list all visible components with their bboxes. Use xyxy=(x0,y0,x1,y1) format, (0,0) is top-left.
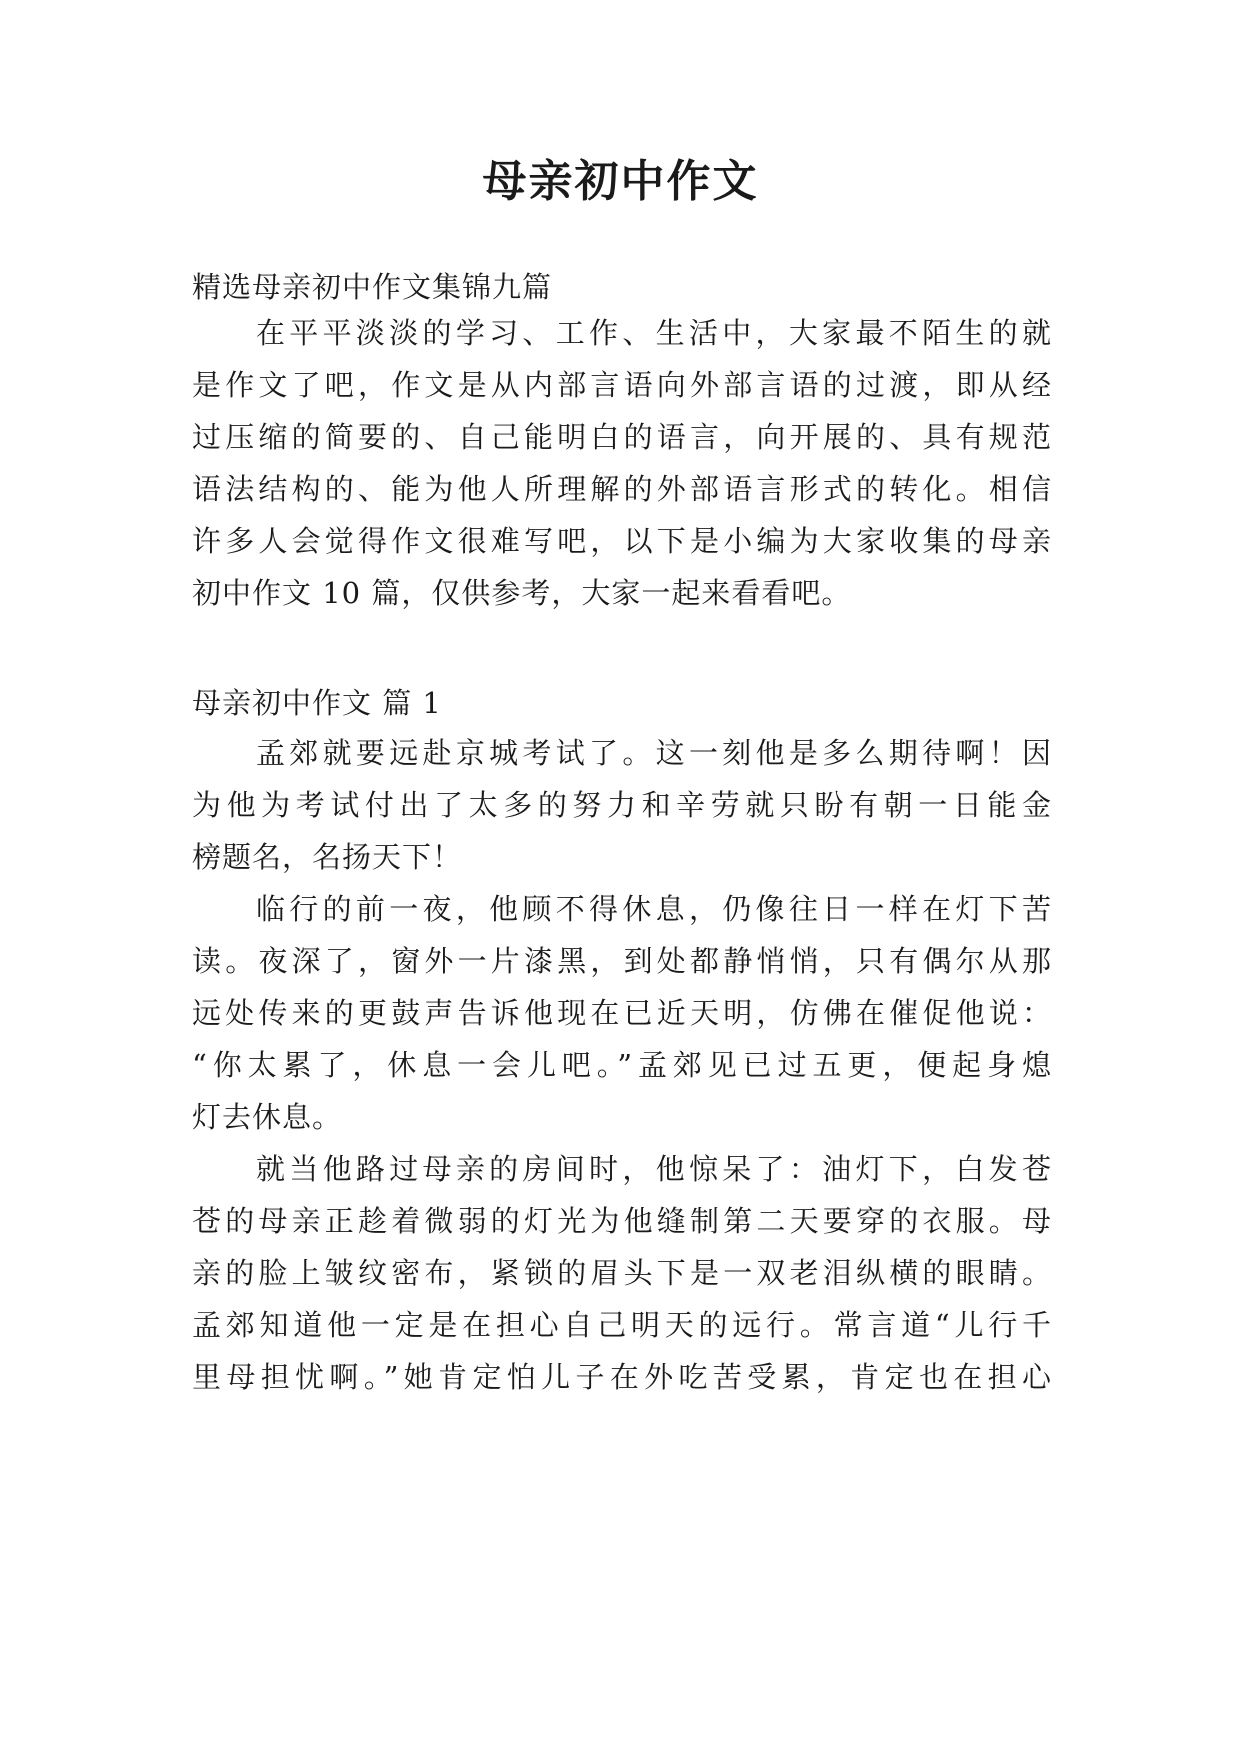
paragraph-line: 里母担忧啊。”她肯定怕儿子在外吃苦受累，肯定也在担心 xyxy=(192,1360,1052,1394)
intro-line: 语法结构的、能为他人所理解的外部语言形式的转化。相信 xyxy=(192,472,1052,506)
intro-line: 是作文了吧，作文是从内部言语向外部言语的过渡，即从经 xyxy=(192,368,1052,402)
paragraph-line: 远处传来的更鼓声告诉他现在已近天明，仿佛在催促他说： xyxy=(192,996,1052,1030)
paragraph-line: 孟郊就要远赴京城考试了。这一刻他是多么期待啊！因 xyxy=(256,736,1052,770)
intro-line: 过压缩的简要的、自己能明白的语言，向开展的、具有规范 xyxy=(192,420,1052,454)
paragraph-line: 亲的脸上皱纹密布，紧锁的眉头下是一双老泪纵横的眼睛。 xyxy=(192,1256,1052,1290)
paragraph-line: “你太累了，休息一会儿吧。”孟郊见已过五更，便起身熄 xyxy=(192,1048,1052,1082)
intro-line: 在平平淡淡的学习、工作、生活中，大家最不陌生的就 xyxy=(256,316,1052,350)
document-title: 母亲初中作文 xyxy=(482,156,759,207)
document-subtitle: 精选母亲初中作文集锦九篇 xyxy=(192,270,553,304)
paragraph-line: 榜题名，名扬天下！ xyxy=(192,840,463,874)
paragraph-line: 灯去休息。 xyxy=(192,1100,343,1134)
paragraph-line: 临行的前一夜，他顾不得休息，仍像往日一样在灯下苦 xyxy=(256,892,1052,926)
paragraph-line: 孟郊知道他一定是在担心自己明天的远行。常言道“儿行千 xyxy=(192,1308,1052,1342)
intro-line: 初中作文 10 篇，仅供参考，大家一起来看看吧。 xyxy=(192,576,852,610)
paragraph-line: 读。夜深了，窗外一片漆黑，到处都静悄悄，只有偶尔从那 xyxy=(192,944,1052,978)
paragraph-line: 为他为考试付出了太多的努力和辛劳就只盼有朝一日能金 xyxy=(192,788,1052,822)
paragraph-line: 就当他路过母亲的房间时，他惊呆了：油灯下，白发苍 xyxy=(256,1152,1052,1186)
section-heading: 母亲初中作文 篇 1 xyxy=(192,686,442,720)
intro-line: 许多人会觉得作文很难写吧，以下是小编为大家收集的母亲 xyxy=(192,524,1052,558)
paragraph-line: 苍的母亲正趁着微弱的灯光为他缝制第二天要穿的衣服。母 xyxy=(192,1204,1052,1238)
